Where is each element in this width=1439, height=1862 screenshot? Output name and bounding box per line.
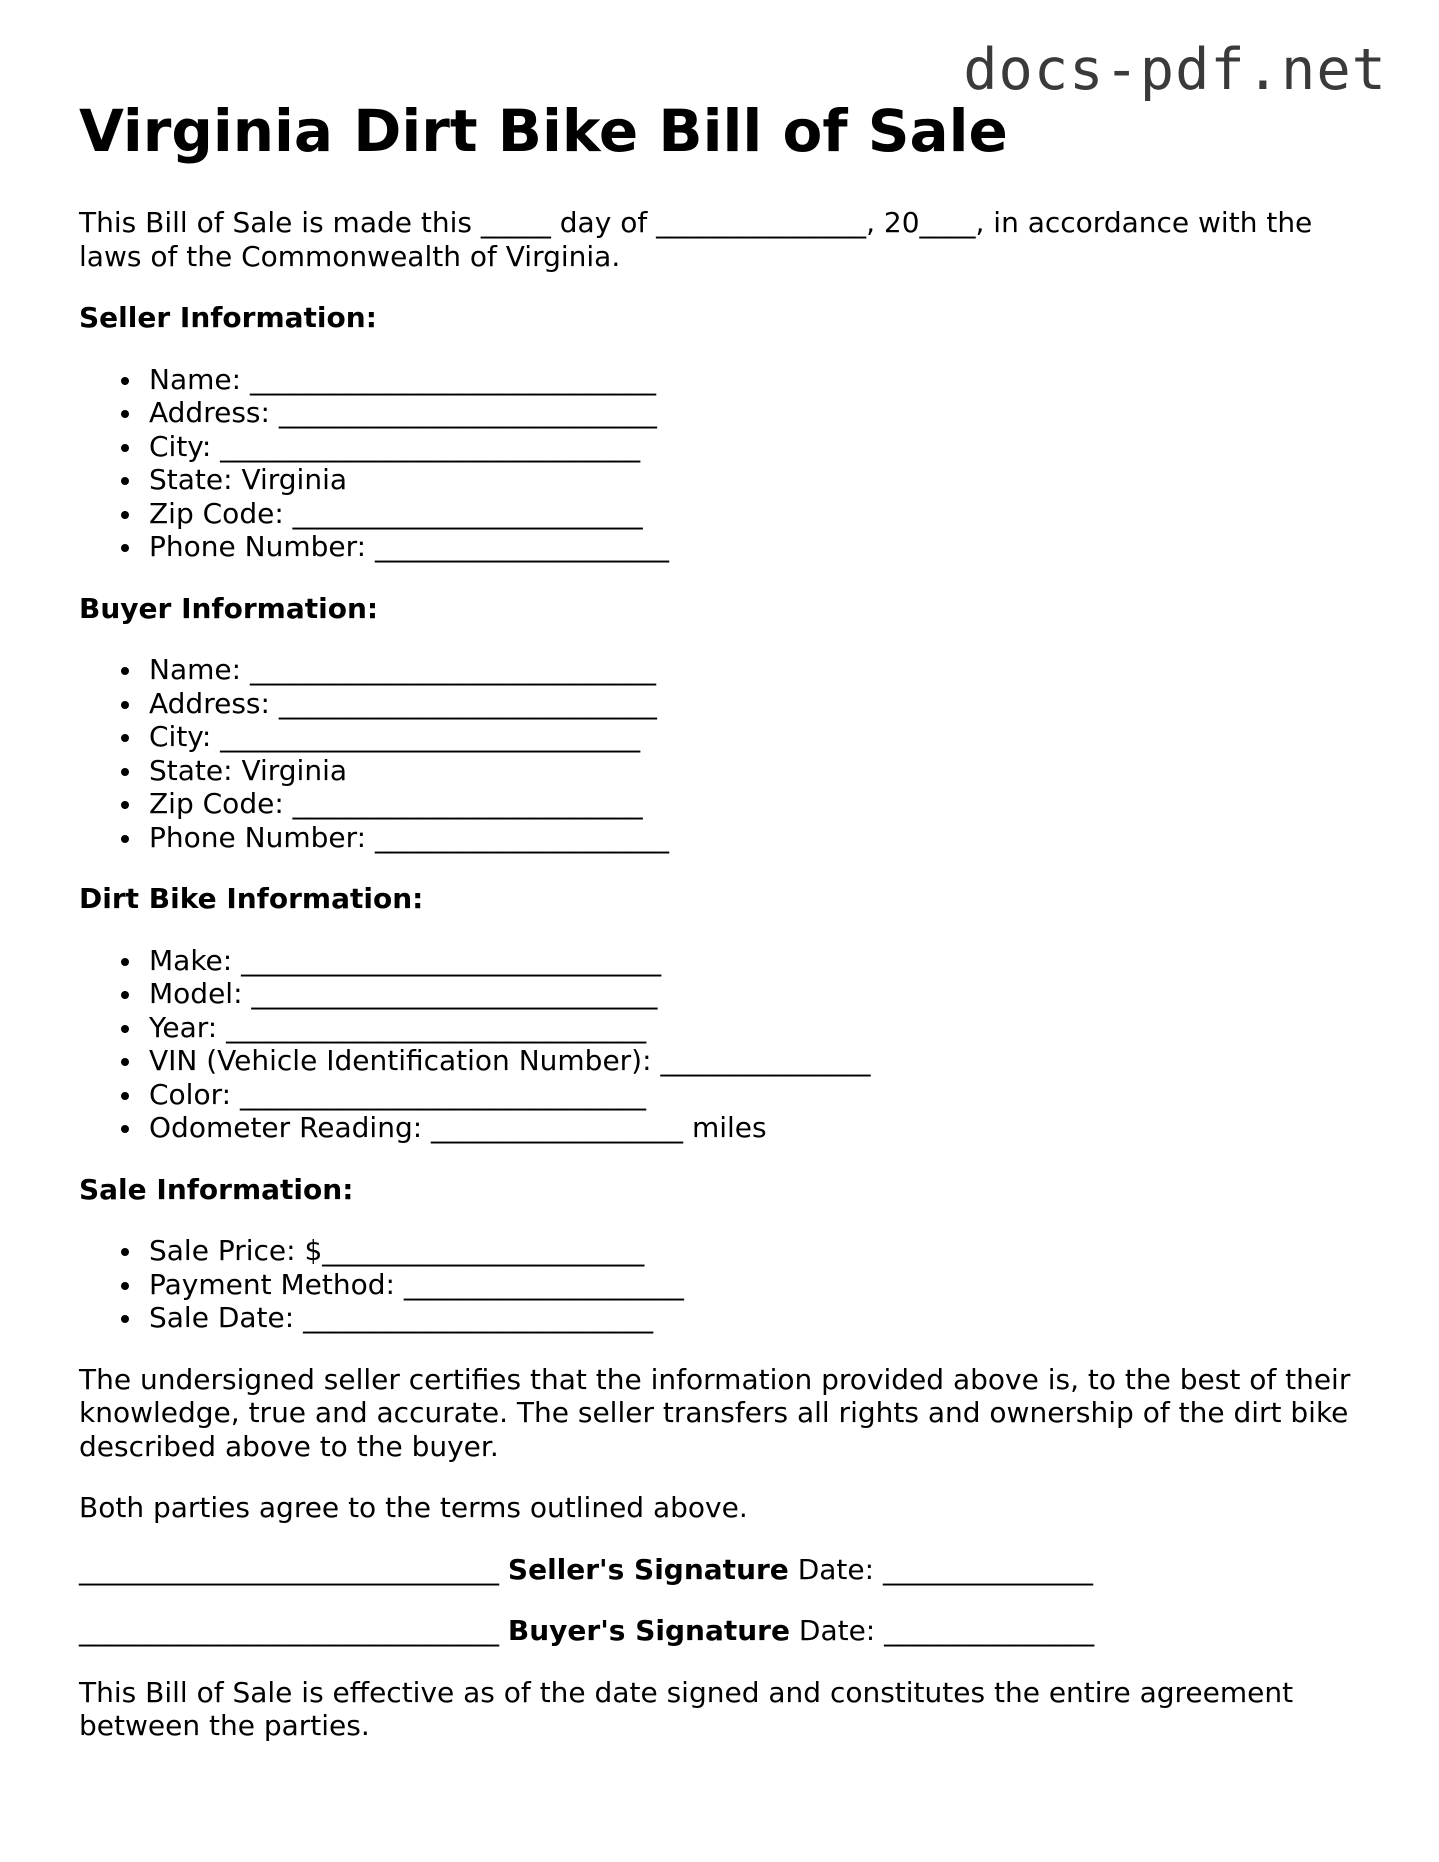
seller-zip-field: Zip Code: _________________________ bbox=[149, 497, 1369, 531]
bike-odometer-field: Odometer Reading: __________________ miles bbox=[149, 1111, 1369, 1145]
bike-year-field: Year: ______________________________ bbox=[149, 1011, 1369, 1045]
bike-vin-field: VIN (Vehicle Identification Number): _______________ bbox=[149, 1044, 1369, 1078]
sale-info-list bbox=[79, 1234, 1369, 1335]
buyer-name-field: Name: _____________________________ bbox=[149, 653, 1369, 687]
seller-signature-date: Date: _______________ bbox=[788, 1552, 1093, 1586]
seller-state-field: State: Virginia bbox=[149, 463, 1369, 497]
certification-paragraph: The undersigned seller certifies that the information provided above is, to the best of their knowledge, true and accurate. The seller transfers all rights and ownership of the dirt bike described above to the buyer. bbox=[79, 1362, 1351, 1463]
buyer-city-field: City: ______________________________ bbox=[149, 720, 1369, 754]
buyer-signature-blank: ______________________________ bbox=[79, 1614, 508, 1647]
agreement-paragraph: Both parties agree to the terms outlined above. bbox=[79, 1491, 748, 1524]
seller-phone-field: Phone Number: _____________________ bbox=[149, 530, 1369, 564]
sale-date-field: Sale Date: _________________________ bbox=[149, 1301, 1369, 1335]
seller-info-list bbox=[79, 363, 1369, 564]
sale-section-heading: Sale Information: bbox=[79, 1172, 354, 1206]
sale-payment-method-field: Payment Method: ____________________ bbox=[149, 1268, 1369, 1302]
buyer-signature-date: Date: _______________ bbox=[789, 1614, 1095, 1647]
seller-signature-blank: ______________________________ bbox=[79, 1552, 508, 1586]
buyer-signature-label: Buyer's Signature bbox=[507, 1614, 790, 1647]
sale-price-field: Sale Price: $_______________________ bbox=[149, 1234, 1369, 1268]
seller-city-field: City: ______________________________ bbox=[149, 430, 1369, 464]
seller-address-field: Address: ___________________________ bbox=[149, 396, 1369, 430]
buyer-signature-line bbox=[79, 1614, 1369, 1648]
bike-make-field: Make: ______________________________ bbox=[149, 944, 1369, 978]
buyer-address-field: Address: ___________________________ bbox=[149, 687, 1369, 721]
bike-info-list bbox=[79, 944, 1369, 1145]
buyer-section-heading: Buyer Information: bbox=[79, 591, 379, 625]
intro-paragraph: This Bill of Sale is made this _____ day of _______________, 20____, in accordance with the laws of the Commonwealth of Virginia. bbox=[79, 206, 1313, 273]
bike-model-field: Model: _____________________________ bbox=[149, 977, 1369, 1011]
document-title: Virginia Dirt Bike Bill of Sale bbox=[79, 97, 1008, 165]
bike-section-heading: Dirt Bike Information: bbox=[79, 882, 424, 915]
buyer-info-list bbox=[79, 653, 1369, 854]
closing-paragraph: This Bill of Sale is effective as of the date signed and constitutes the entire agreement between the parties. bbox=[79, 1675, 1294, 1742]
watermark-text: docs-pdf.net bbox=[963, 37, 1387, 103]
buyer-state-field: State: Virginia bbox=[149, 754, 1369, 788]
seller-section-heading: Seller Information: bbox=[79, 301, 377, 334]
seller-name-field: Name: _____________________________ bbox=[149, 363, 1369, 397]
bike-color-field: Color: _____________________________ bbox=[149, 1078, 1369, 1112]
document-body bbox=[79, 206, 1369, 1771]
seller-signature-label: Seller's Signature bbox=[507, 1552, 789, 1586]
buyer-zip-field: Zip Code: _________________________ bbox=[149, 787, 1369, 821]
seller-signature-line bbox=[79, 1553, 1369, 1587]
buyer-phone-field: Phone Number: _____________________ bbox=[149, 821, 1369, 855]
